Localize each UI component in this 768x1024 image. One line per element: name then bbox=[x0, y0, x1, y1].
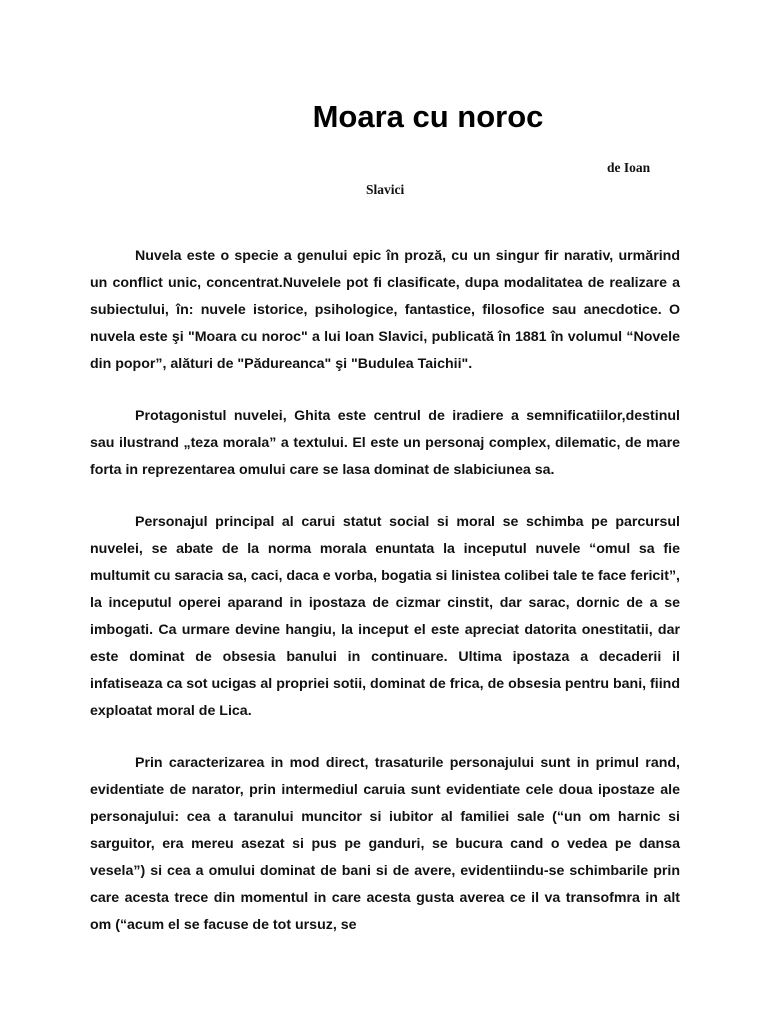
document-title: Moara cu noroc bbox=[312, 99, 544, 134]
author-line-2: Slavici bbox=[366, 182, 405, 197]
paragraph-1: Nuvela este o specie a genului epic în proză, cu un singur fir narativ, urmărind un conflict unic, concentrat.Nuvelele pot fi clasificate, dupa modalitatea de realizare a subiectului, în: nuvele istorice, psihologice, fantastice, filosofice sau anecdotice. O nuvela este şi "Moara cu noroc" a lui Ioan Slavici, publicată în 1881 în volumul “Novele din popor”, alături de "Pădureanca" şi "Budulea Taichii". bbox=[90, 248, 680, 372]
paragraph-3: Personajul principal al carui statut social si moral se schimba pe parcursul nuvelei, se abate de la norma morala enuntata la inceputul nuvele “omul sa fie multumit cu saracia sa, caci, daca e vorba, bogatia si linistea colibei tale te face fericit”, la inceputul operei aparand in ipostaza de cizmar cinstit, dar sarac, dornic de a se imbogati. Ca urmare devine hangiu, la inceput el este apreciat datorita onestitatii, dar este dominat de obsesia banului in continuare. Ultima ipostaza a decaderii il infatiseaza ca sot ucigas al propriei sotii, dominat de frica, de obsesia pentru bani, fiind exploatat moral de Lica. bbox=[90, 514, 680, 719]
author-line-1: de Ioan bbox=[607, 160, 651, 175]
paragraph-4: Prin caracterizarea in mod direct, trasaturile personajului sunt in primul rand, evidentiate de narator, prin intermediul caruia sunt evidentiate cele doua ipostaze ale personajului: cea a taranului muncitor si iubitor al familiei sale (“un om harnic si sarguitor, era mereu asezat si pus pe ganduri, se bucura cand o vedea pe dansa vesela”) si cea a omului dominat de bani si de avere, evidentiindu-se schimbarile prin care acesta trece din momentul in care acesta gusta averea ce il va transofmra in alt om (“acum el se facuse de tot ursuz, se bbox=[90, 755, 680, 933]
document-body bbox=[90, 243, 680, 964]
paragraph-2: Protagonistul nuvelei, Ghita este centrul de iradiere a semnificatiilor,destinul sau ilustrand „teza morala” a textului. El este un personaj complex, dilematic, de mare forta in reprezentarea omului care se lasa dominat de slabiciunea sa. bbox=[90, 408, 680, 478]
